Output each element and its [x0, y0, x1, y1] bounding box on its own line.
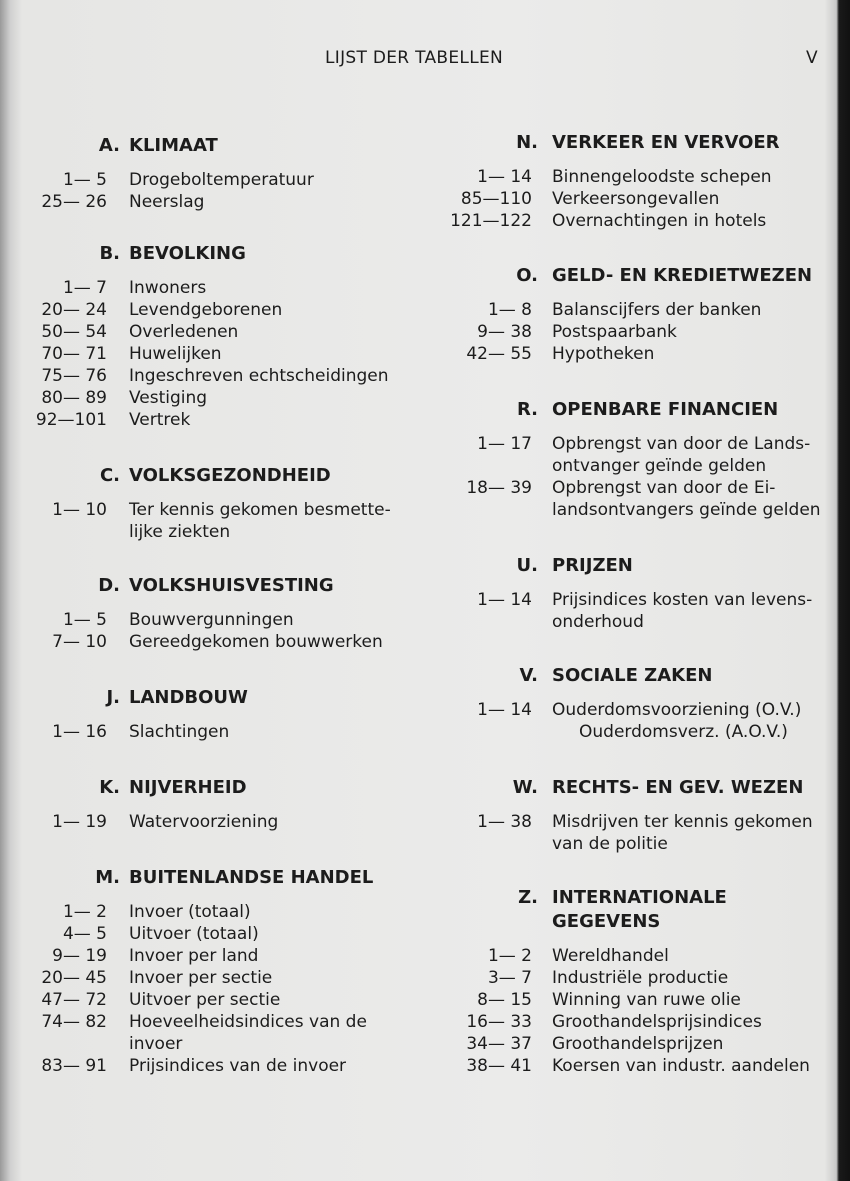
table-title: Prijsindices kosten van levens-	[552, 590, 813, 610]
section-letter: V.	[519, 665, 538, 686]
table-range: 1— 16	[52, 722, 107, 742]
section-letter: N.	[516, 132, 538, 153]
section-verkeer-en-vervoer	[0, 132, 850, 232]
table-title: Prijsindices van de invoer	[129, 1056, 347, 1076]
section-title: RECHTS- EN GEV. WEZEN	[552, 777, 804, 798]
table-title: Inwoners	[129, 278, 207, 298]
table-title: Uitvoer (totaal)	[129, 924, 259, 944]
table-title: Groothandelsprijsindices	[552, 1012, 762, 1032]
table-range: 16— 33	[466, 1012, 532, 1032]
table-range: 47— 72	[41, 990, 107, 1010]
table-title: onderhoud	[552, 612, 644, 632]
table-range: 1— 2	[62, 902, 107, 922]
table-title: Wereldhandel	[552, 946, 669, 966]
table-title: Ouderdomsverz. (A.O.V.)	[552, 722, 788, 742]
section-letter: A.	[98, 135, 120, 156]
section-title: NIJVERHEID	[129, 777, 247, 798]
section-internationale-gegevens	[0, 887, 850, 1077]
section-letter: B.	[99, 243, 120, 264]
table-range: 1— 5	[62, 610, 107, 630]
section-title: VERKEER EN VERVOER	[552, 132, 780, 153]
table-range: 9— 19	[52, 946, 107, 966]
toc-entry	[0, 945, 850, 967]
section-letter: Z.	[518, 887, 538, 908]
table-range: 4— 5	[62, 924, 107, 944]
table-title: Invoer per land	[129, 946, 259, 966]
table-title: Winning van ruwe olie	[552, 990, 741, 1010]
table-title: invoer	[129, 1034, 183, 1054]
table-title: Watervoorziening	[129, 812, 279, 832]
toc-entry	[0, 699, 850, 743]
section-title: VOLKSGEZONDHEID	[129, 465, 331, 486]
table-title: lijke ziekten	[129, 522, 231, 542]
table-title: Vertrek	[129, 410, 191, 430]
table-range: 1— 2	[487, 946, 532, 966]
table-title: Overnachtingen in hotels	[552, 211, 767, 231]
section-title: GELD- EN KREDIETWEZEN	[552, 265, 813, 286]
table-range: 74— 82	[41, 1012, 107, 1032]
table-range: 38— 41	[466, 1056, 532, 1076]
toc-entry	[0, 365, 850, 387]
table-title: Balanscijfers der banken	[552, 300, 762, 320]
table-range: 1— 7	[62, 278, 107, 298]
table-range: 34— 37	[466, 1034, 532, 1054]
table-title: Industriële productie	[552, 968, 729, 988]
table-range: 9— 38	[477, 322, 532, 342]
section-letter: D.	[98, 575, 120, 596]
toc-entry	[0, 967, 850, 989]
toc-entry	[0, 589, 850, 633]
table-title: Hypotheken	[552, 344, 655, 364]
section-sociale-zaken	[0, 665, 850, 743]
table-range: 1— 38	[477, 812, 532, 832]
section-title: VOLKSHUISVESTING	[129, 575, 334, 596]
table-range: 25— 26	[41, 192, 107, 212]
section-prijzen	[0, 555, 850, 633]
section-letter: W.	[512, 777, 538, 798]
table-title: Ouderdomsvoorziening (O.V.)	[552, 700, 802, 720]
table-title: Bouwvergunningen	[129, 610, 294, 630]
table-title: Ter kennis gekomen besmette-	[129, 500, 391, 520]
table-range: 70— 71	[41, 344, 107, 364]
table-title: Huwelijken	[129, 344, 222, 364]
section-title: SOCIALE ZAKEN	[552, 665, 713, 686]
page-title: LIJST DER TABELLEN	[325, 48, 504, 68]
section-title: INTERNATIONALE	[552, 887, 727, 908]
section-letter: J.	[106, 687, 120, 708]
toc-entry	[0, 343, 850, 365]
table-range: 80— 89	[41, 388, 107, 408]
table-range: 7— 10	[52, 632, 107, 652]
toc-entry	[0, 299, 850, 321]
table-title: Vestiging	[129, 388, 208, 408]
table-title: Levendgeborenen	[129, 300, 283, 320]
table-range: 3— 7	[487, 968, 532, 988]
table-title: Opbrengst van door de Lands-	[552, 434, 811, 454]
toc-entry	[0, 1011, 850, 1033]
table-title: Uitvoer per sectie	[129, 990, 281, 1010]
section-title: PRIJZEN	[552, 555, 633, 576]
page-number: V	[806, 48, 818, 68]
table-range: 85—110	[460, 189, 532, 209]
table-range: 20— 24	[41, 300, 107, 320]
table-range: 1— 17	[477, 434, 532, 454]
section-letter: O.	[516, 265, 538, 286]
table-title: Opbrengst van door de Ei-	[552, 478, 776, 498]
table-title: Slachtingen	[129, 722, 230, 742]
section-letter: K.	[99, 777, 120, 798]
table-title: Verkeersongevallen	[552, 189, 720, 209]
section-letter: R.	[516, 399, 538, 420]
table-title: Overledenen	[129, 322, 239, 342]
toc-entry	[0, 631, 850, 653]
table-title: ontvanger geïnde gelden	[552, 456, 767, 476]
section-title: BUITENLANDSE HANDEL	[129, 867, 374, 888]
section-title: KLIMAAT	[129, 135, 218, 156]
section-geld-en-kredietwezen	[0, 265, 850, 365]
table-range: 20— 45	[41, 968, 107, 988]
table-title: Hoeveelheidsindices van de	[129, 1012, 367, 1032]
table-title: Koersen van industr. aandelen	[552, 1056, 810, 1076]
toc-entry	[0, 166, 850, 188]
table-range: 1— 14	[477, 590, 532, 610]
table-range: 1— 14	[477, 167, 532, 187]
table-range: 42— 55	[466, 344, 532, 364]
table-range: 92—101	[35, 410, 107, 430]
toc-entry	[0, 989, 850, 1011]
toc-entry	[0, 321, 850, 343]
table-title: Binnengeloodste schepen	[552, 167, 772, 187]
table-range: 50— 54	[41, 322, 107, 342]
table-range: 83— 91	[41, 1056, 107, 1076]
table-title: Invoer (totaal)	[129, 902, 251, 922]
table-range: 1— 5	[62, 170, 107, 190]
table-title: Neerslag	[129, 192, 205, 212]
toc-entry	[0, 433, 850, 477]
table-title: Invoer per sectie	[129, 968, 273, 988]
toc-entry	[0, 188, 850, 210]
table-range: 1— 10	[52, 500, 107, 520]
table-title: landsontvangers geïnde gelden	[552, 500, 821, 520]
section-title: BEVOLKING	[129, 243, 246, 264]
toc-entry	[0, 210, 850, 232]
table-range: 1— 19	[52, 812, 107, 832]
table-range: 1— 14	[477, 700, 532, 720]
table-range: 8— 15	[477, 990, 532, 1010]
section-letter: M.	[95, 867, 120, 888]
table-range: 18— 39	[466, 478, 532, 498]
toc-entry	[0, 811, 850, 855]
section-rechts-en-gev-wezen	[0, 777, 850, 855]
section-letter: U.	[516, 555, 538, 576]
table-title: Gereedgekomen bouwwerken	[129, 632, 383, 652]
section-openbare-financien	[0, 399, 850, 521]
toc-entry	[0, 1055, 850, 1077]
table-title: Misdrijven ter kennis gekomen	[552, 812, 813, 832]
toc-entry	[0, 1033, 850, 1055]
section-letter: C.	[99, 465, 120, 486]
table-title: Drogeboltemperatuur	[129, 170, 314, 190]
table-range: 1— 8	[487, 300, 532, 320]
section-title: GEGEVENS	[552, 911, 661, 932]
table-title: Groothandelsprijzen	[552, 1034, 724, 1054]
table-title: van de politie	[552, 834, 668, 854]
table-title: Ingeschreven echtscheidingen	[129, 366, 389, 386]
table-title: Postspaarbank	[552, 322, 677, 342]
section-title: LANDBOUW	[129, 687, 248, 708]
table-range: 75— 76	[41, 366, 107, 386]
toc-entry	[0, 477, 850, 521]
table-range: 121—122	[450, 211, 532, 231]
section-title: OPENBARE FINANCIEN	[552, 399, 779, 420]
